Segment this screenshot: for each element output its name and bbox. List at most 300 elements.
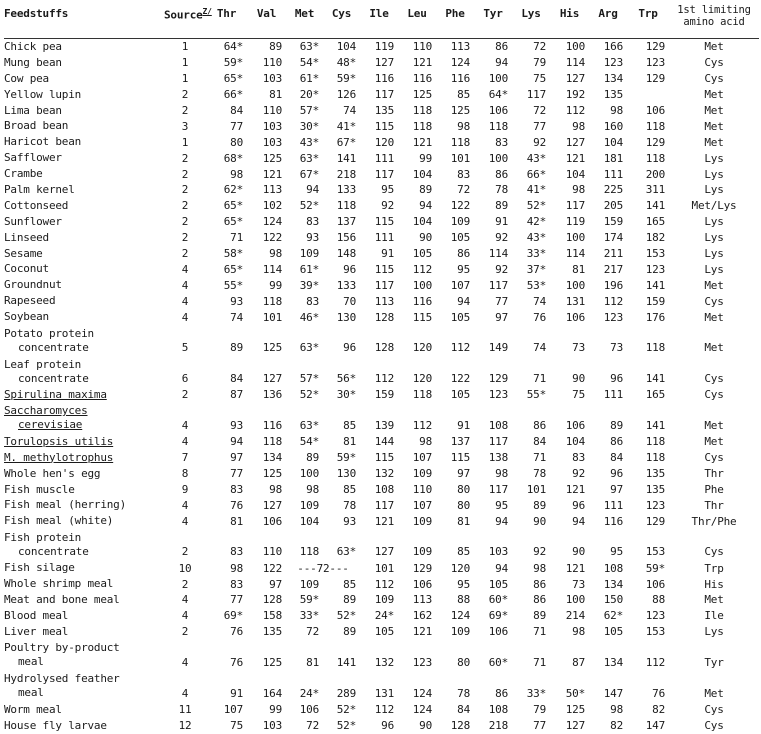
feedstuff-name	[4, 55, 164, 71]
first-limiting-cell: Met/Lys	[691, 199, 737, 213]
trp-cell: 123	[645, 56, 665, 70]
feedstuff-name-line1: Fish muscle	[4, 482, 75, 496]
first-limiting-cell: Thr/Phe	[691, 514, 737, 528]
leu-cell: 90	[419, 231, 432, 245]
arg-cell: 174	[603, 231, 623, 245]
leu-cell: 104	[412, 215, 432, 229]
val-cell: 102	[262, 199, 282, 213]
thr-cell: 58*	[223, 247, 243, 261]
his-cell: 121	[565, 483, 585, 497]
ile-cell: 120	[374, 135, 394, 149]
ile-cell: 92	[381, 199, 394, 213]
arg-cell: 98	[610, 703, 623, 717]
arg-cell: 96	[610, 467, 623, 481]
header-val: Val	[256, 7, 277, 20]
cys-cell: 141	[336, 655, 356, 669]
feedstuff-name	[4, 560, 164, 576]
feedstuff-name	[4, 434, 164, 450]
table-row	[4, 702, 759, 718]
tyr-cell: 83	[495, 135, 508, 149]
arg-cell: 196	[603, 278, 623, 292]
arg-cell: 95	[610, 545, 623, 559]
header-lys: Lys	[521, 7, 541, 20]
feedstuff-name	[4, 198, 164, 214]
lys-cell: 71	[533, 372, 546, 386]
arg-cell: 211	[603, 247, 623, 261]
lys-cell: 76	[533, 310, 546, 324]
cys-cell: 148	[336, 247, 356, 261]
feedstuff-name-line1: Liver meal	[4, 624, 69, 638]
arg-cell: 89	[610, 418, 623, 432]
his-cell: 100	[565, 593, 585, 607]
trp-cell: 118	[645, 435, 665, 449]
val-cell: 158	[262, 609, 282, 623]
first-limiting-cell: Met	[704, 278, 724, 292]
phe-cell: 95	[457, 262, 470, 276]
ile-cell: 112	[374, 577, 394, 591]
table-row	[4, 325, 759, 356]
first-limiting-cell: Lys	[704, 167, 724, 181]
val-cell: 122	[262, 231, 282, 245]
arg-cell: 123	[603, 56, 623, 70]
leu-cell: 120	[412, 372, 432, 386]
feedstuff-name-line1: Mung bean	[4, 55, 62, 69]
leu-cell: 116	[412, 72, 432, 86]
val-cell: 89	[269, 40, 282, 54]
first-limiting-cell: Lys	[704, 151, 724, 165]
tyr-cell: 149	[488, 341, 508, 355]
lys-cell: 89	[533, 498, 546, 512]
arg-cell: 166	[603, 40, 623, 54]
lys-cell: 72	[533, 40, 546, 54]
lys-cell: 92	[533, 545, 546, 559]
feedstuff-name-line2: concentrate	[18, 371, 89, 385]
trp-cell: 129	[645, 40, 665, 54]
his-cell: 90	[572, 372, 585, 386]
table-row	[4, 261, 759, 277]
leu-cell: 89	[419, 183, 432, 197]
thr-cell: 94	[230, 435, 243, 449]
feedstuff-name-line1: Safflower	[4, 151, 62, 165]
arg-cell: 105	[603, 625, 623, 639]
cys-cell: 30*	[336, 388, 356, 402]
tyr-cell: 106	[488, 104, 508, 117]
tyr-cell: 92	[495, 231, 508, 245]
tyr-cell: 86	[495, 167, 508, 181]
cys-cell: 52*	[336, 609, 356, 623]
met-cys-combined-cell: ---72---	[297, 561, 349, 575]
feedstuff-name-line1: Sesame	[4, 246, 43, 260]
his-cell: 87	[572, 655, 585, 669]
header-source-label: Source	[164, 8, 203, 22]
feedstuff-name-line1: Whole shrimp meal	[4, 577, 114, 591]
val-cell: 101	[262, 310, 282, 324]
thr-cell: 83	[230, 577, 243, 591]
val-cell: 110	[262, 545, 282, 559]
ile-cell: 108	[374, 483, 394, 497]
header-cys: Cys	[331, 7, 352, 20]
first-limiting-cell: Thr	[704, 467, 724, 481]
source-cell: 1	[181, 72, 189, 86]
first-limiting-cell: Lys	[704, 231, 724, 245]
feedstuff-name-line1: Poultry by-product	[4, 641, 120, 655]
met-cell: 109	[299, 498, 319, 512]
first-limiting-cell: Met	[704, 40, 724, 54]
table-row	[4, 277, 759, 293]
source-cell: 2	[181, 199, 189, 213]
lys-cell: 42*	[526, 215, 546, 229]
leu-cell: 105	[412, 247, 432, 261]
ile-cell: 115	[374, 262, 394, 276]
table-row	[4, 434, 759, 450]
first-limiting-cell: His	[704, 577, 724, 591]
trp-cell: 153	[645, 247, 665, 261]
trp-cell: 153	[645, 625, 665, 639]
table-row	[4, 182, 759, 198]
his-cell: 100	[565, 231, 585, 245]
table-row	[4, 624, 759, 640]
arg-cell: 86	[610, 435, 623, 449]
cys-cell: 133	[336, 278, 356, 292]
phe-cell: 101	[450, 151, 470, 165]
header-tyr: Tyr	[483, 7, 503, 20]
trp-cell: 311	[645, 183, 665, 197]
arg-cell: 111	[603, 167, 623, 181]
thr-cell: 87	[230, 388, 243, 402]
arg-cell: 108	[603, 561, 623, 575]
arg-cell: 160	[603, 119, 623, 133]
tyr-cell: 97	[495, 310, 508, 324]
ile-cell: 135	[374, 104, 394, 117]
tyr-cell: 91	[495, 215, 508, 229]
met-cell: 104	[299, 514, 319, 528]
feedstuff-name	[4, 624, 164, 640]
tyr-cell: 92	[495, 262, 508, 276]
table-row	[4, 198, 759, 214]
table-row	[4, 640, 759, 671]
feedstuff-name-line1: Potato protein	[4, 326, 94, 340]
his-cell: 98	[572, 625, 585, 639]
trp-cell: 141	[645, 278, 665, 292]
first-limiting-cell: Lys	[704, 247, 724, 261]
met-cell: 83	[306, 294, 319, 308]
met-cell: 54*	[299, 56, 319, 70]
phe-cell: 115	[450, 451, 470, 465]
feedstuff-name-line1: Coconut	[4, 262, 49, 276]
feedstuff-name	[4, 103, 164, 119]
trp-cell: 129	[645, 135, 665, 149]
tyr-cell: 98	[495, 467, 508, 481]
tyr-cell: 106	[488, 625, 508, 639]
thr-cell: 93	[230, 294, 243, 308]
thr-cell: 107	[223, 703, 243, 717]
his-cell: 83	[572, 451, 585, 465]
lys-cell: 117	[526, 88, 546, 102]
cys-cell: 104	[336, 40, 356, 54]
arg-cell: 96	[610, 372, 623, 386]
trp-cell: 182	[645, 231, 665, 245]
phe-cell: 80	[457, 498, 470, 512]
source-cell: 4	[181, 655, 189, 669]
lys-cell: 78	[533, 467, 546, 481]
phe-cell: 124	[450, 609, 470, 623]
feedstuff-name	[4, 671, 164, 702]
feedstuff-name-line1: Cottonseed	[4, 198, 69, 212]
met-cell: 59*	[299, 593, 319, 607]
his-cell: 214	[565, 609, 585, 623]
arg-cell: 97	[610, 483, 623, 497]
val-cell: 99	[269, 278, 282, 292]
feedstuff-name-line1: Fish silage	[4, 561, 75, 575]
feedstuff-name-line1: Broad bean	[4, 119, 69, 133]
tyr-cell: 138	[488, 451, 508, 465]
val-cell: 122	[262, 561, 282, 575]
ile-cell: 121	[374, 514, 394, 528]
source-cell: 4	[181, 310, 189, 324]
cys-cell: 81	[343, 435, 356, 449]
his-cell: 121	[565, 151, 585, 165]
arg-cell: 112	[603, 294, 623, 308]
ile-cell: 119	[374, 40, 394, 54]
source-cell: 2	[181, 625, 189, 639]
phe-cell: 128	[450, 719, 470, 733]
table-row	[4, 103, 759, 119]
ile-cell: 128	[374, 310, 394, 324]
val-cell: 125	[262, 467, 282, 481]
arg-cell: 134	[603, 655, 623, 669]
feedstuff-name	[4, 608, 164, 624]
feedstuff-name	[4, 214, 164, 230]
lys-cell: 86	[533, 418, 546, 432]
his-cell: 106	[565, 418, 585, 432]
source-cell: 4	[181, 609, 189, 623]
leu-cell: 116	[412, 294, 432, 308]
phe-cell: 118	[450, 135, 470, 149]
tyr-cell: 218	[488, 719, 508, 733]
header-arg: Arg	[598, 7, 618, 20]
ile-cell: 159	[374, 388, 394, 402]
trp-cell: 112	[645, 655, 665, 669]
trp-cell: 59*	[645, 561, 665, 575]
feedstuff-name	[4, 325, 164, 356]
met-cell: 109	[299, 577, 319, 591]
table-row	[4, 166, 759, 182]
tyr-cell: 108	[488, 703, 508, 717]
his-cell: 192	[565, 88, 585, 102]
tyr-cell: 114	[488, 247, 508, 261]
feedstuff-name-line2: cerevisiae	[18, 418, 83, 432]
trp-cell: 123	[645, 498, 665, 512]
tyr-cell: 105	[488, 577, 508, 591]
ile-cell: 117	[374, 498, 394, 512]
feedstuff-name	[4, 529, 164, 560]
tyr-cell: 89	[495, 199, 508, 213]
feedstuff-name	[4, 246, 164, 262]
feedstuff-name	[4, 118, 164, 134]
met-cell: 100	[299, 467, 319, 481]
feedstuff-name-line1: Fish protein	[4, 530, 82, 544]
cys-cell: 63*	[336, 545, 356, 559]
trp-cell: 135	[645, 467, 665, 481]
phe-cell: 105	[450, 231, 470, 245]
arg-cell: 111	[603, 498, 623, 512]
feedstuff-name-line1: Whole hen's egg	[4, 466, 101, 480]
feedstuff-name-line1: Rapeseed	[4, 294, 56, 308]
table-body	[4, 39, 759, 734]
feedstuff-name	[4, 309, 164, 325]
lys-cell: 66*	[526, 167, 546, 181]
table-row	[4, 450, 759, 466]
ile-cell: 116	[374, 72, 394, 86]
lys-cell: 52*	[526, 199, 546, 213]
cys-cell: 156	[336, 231, 356, 245]
val-cell: 127	[262, 498, 282, 512]
met-cell: 43*	[299, 135, 319, 149]
tyr-cell: 129	[488, 372, 508, 386]
met-cell: 67*	[299, 167, 319, 181]
trp-cell: 118	[645, 341, 665, 355]
met-cell: 20*	[299, 88, 319, 102]
his-cell: 98	[572, 119, 585, 133]
phe-cell: 81	[457, 514, 470, 528]
thr-cell: 84	[230, 104, 243, 117]
arg-cell: 134	[603, 577, 623, 591]
source-cell: 4	[181, 514, 189, 528]
cys-cell: 56*	[336, 372, 356, 386]
first-limiting-cell: Cys	[704, 388, 724, 402]
table-row	[4, 118, 759, 134]
val-cell: 114	[262, 262, 282, 276]
leu-cell: 118	[412, 104, 432, 117]
lys-cell: 90	[533, 514, 546, 528]
his-cell: 75	[572, 388, 585, 402]
trp-cell: 141	[645, 418, 665, 432]
tyr-cell: 118	[488, 119, 508, 133]
val-cell: 103	[262, 719, 282, 733]
source-cell: 4	[181, 593, 189, 607]
cys-cell: 52*	[336, 703, 356, 717]
phe-cell: 80	[457, 655, 470, 669]
feedstuff-name-line1: Fish meal (herring)	[4, 498, 127, 512]
thr-cell: 65*	[223, 262, 243, 276]
cys-cell: 133	[336, 183, 356, 197]
first-limiting-cell: Ile	[704, 609, 724, 623]
ile-cell: 24*	[374, 609, 394, 623]
lys-cell: 101	[526, 483, 546, 497]
thr-cell: 77	[230, 593, 243, 607]
trp-cell: 118	[645, 451, 665, 465]
his-cell: 127	[565, 719, 585, 733]
feedstuff-name-line2: meal	[18, 686, 44, 700]
phe-cell: 94	[457, 294, 470, 308]
feedstuff-name-line1: M. methylotrophus	[4, 450, 114, 464]
tyr-cell: 64*	[488, 88, 508, 102]
first-limiting-cell: Trp	[704, 561, 724, 575]
tyr-cell: 94	[495, 561, 508, 575]
leu-cell: 109	[412, 514, 432, 528]
trp-cell: 106	[645, 104, 665, 117]
trp-cell: 200	[645, 167, 665, 181]
cys-cell: 289	[336, 686, 356, 700]
val-cell: 125	[262, 341, 282, 355]
ile-cell: 131	[374, 686, 394, 700]
phe-cell: 85	[457, 545, 470, 559]
ile-cell: 128	[374, 341, 394, 355]
arg-cell: 134	[603, 72, 623, 86]
cys-cell: 59*	[336, 72, 356, 86]
first-limiting-cell: Tyr	[704, 655, 724, 669]
table-row	[4, 513, 759, 529]
met-cell: 109	[299, 247, 319, 261]
first-limiting-cell: Cys	[704, 72, 724, 86]
phe-cell: 116	[450, 72, 470, 86]
tyr-cell: 77	[495, 294, 508, 308]
lys-cell: 89	[533, 609, 546, 623]
leu-cell: 113	[412, 593, 432, 607]
feedstuff-name	[4, 150, 164, 166]
table-row	[4, 87, 759, 103]
leu-cell: 109	[412, 545, 432, 559]
thr-cell: 83	[230, 545, 243, 559]
arg-cell: 225	[603, 183, 623, 197]
his-cell: 100	[565, 40, 585, 54]
phe-cell: 85	[457, 88, 470, 102]
tyr-cell: 117	[488, 435, 508, 449]
his-cell: 125	[565, 703, 585, 717]
ile-cell: 111	[374, 231, 394, 245]
leu-cell: 125	[412, 88, 432, 102]
met-cell: 89	[306, 451, 319, 465]
tyr-cell: 60*	[488, 655, 508, 669]
phe-cell: 80	[457, 483, 470, 497]
leu-cell: 115	[412, 310, 432, 324]
arg-cell: 98	[610, 104, 623, 117]
his-cell: 127	[565, 72, 585, 86]
ile-cell: 117	[374, 88, 394, 102]
feedstuff-name-line1: Soybean	[4, 310, 49, 324]
feedstuff-name-line2: concentrate	[18, 340, 89, 354]
table-row	[4, 356, 759, 387]
cys-cell: 137	[336, 215, 356, 229]
header-trp: Trp	[638, 7, 658, 20]
lys-cell: 75	[533, 72, 546, 86]
lys-cell: 53*	[526, 278, 546, 292]
first-limiting-cell: Cys	[704, 372, 724, 386]
leu-cell: 129	[412, 561, 432, 575]
trp-cell: 159	[645, 294, 665, 308]
his-cell: 98	[572, 183, 585, 197]
met-cell: 63*	[299, 40, 319, 54]
lys-cell: 79	[533, 56, 546, 70]
trp-cell: 76	[652, 686, 665, 700]
feedstuff-name-line1: Haricot bean	[4, 135, 82, 149]
lys-cell: 43*	[526, 151, 546, 165]
his-cell: 114	[565, 56, 585, 70]
trp-cell: 88	[652, 593, 665, 607]
table-row	[4, 466, 759, 482]
source-cell: 4	[181, 686, 189, 700]
met-cell: 30*	[299, 119, 319, 133]
trp-cell: 141	[645, 372, 665, 386]
leu-cell: 118	[412, 119, 432, 133]
ile-cell: 96	[381, 719, 394, 733]
cys-cell: 218	[336, 167, 356, 181]
table-row	[4, 608, 759, 624]
val-cell: 110	[262, 56, 282, 70]
val-cell: 116	[262, 418, 282, 432]
table-row	[4, 671, 759, 702]
first-limiting-cell: Lys	[704, 625, 724, 639]
